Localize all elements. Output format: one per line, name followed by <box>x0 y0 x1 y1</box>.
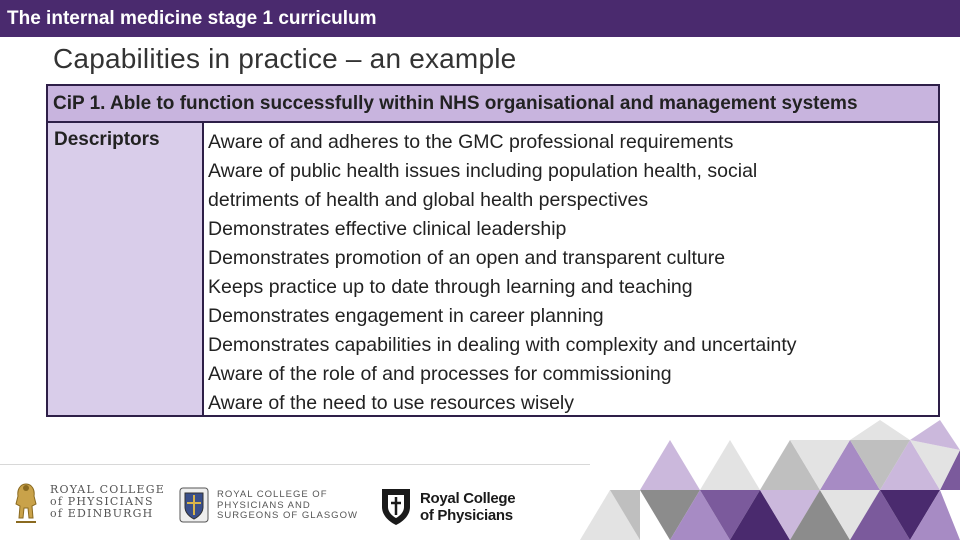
rcpe-wordmark <box>50 484 165 520</box>
descriptor-item: Keeps practice up to date through learning and teaching <box>208 276 693 298</box>
slide-subtitle: Capabilities in practice – an example <box>53 43 517 74</box>
logo-line: PHYSICIANS AND <box>217 499 311 511</box>
descriptor-item: Demonstrates capabilities in dealing with complexity and uncertainty <box>208 334 797 356</box>
triangle-mosaic-decoration <box>540 420 960 540</box>
descriptor-item: Aware of public health issues including population health, social <box>208 160 758 182</box>
footer-divider <box>0 464 590 465</box>
rcp-crest-icon <box>378 485 414 529</box>
descriptor-item: detriments of health and global health perspectives <box>208 189 649 211</box>
logo-rcp <box>378 485 515 529</box>
rcpe-crest-icon <box>10 478 42 526</box>
descriptor-item: Demonstrates effective clinical leadership <box>208 218 567 240</box>
rcpsg-wordmark <box>217 490 358 522</box>
descriptor-item: Demonstrates promotion of an open and transparent culture <box>208 247 726 269</box>
descriptor-item: Demonstrates engagement in career planning <box>208 305 604 327</box>
logo-line: ROYAL COLLEGE OF <box>217 489 328 501</box>
descriptor-item: Aware of and adheres to the GMC professional requirements <box>208 131 734 153</box>
descriptor-item: Aware of the need to use resources wisely <box>208 392 575 414</box>
capability-title: CiP 1. Able to function successfully within NHS organisational and management systems <box>48 86 938 123</box>
rcp-wordmark <box>420 490 515 524</box>
logo-line: of EDINBURGH <box>50 507 154 520</box>
logo-line: of Physicians <box>420 507 513 524</box>
descriptor-item: Aware of the role of and processes for commissioning <box>208 363 672 385</box>
logo-line: of PHYSICIANS <box>50 495 154 508</box>
logo-line: Royal College <box>420 490 516 507</box>
capability-body <box>48 123 938 415</box>
descriptor-list <box>204 123 797 415</box>
header-bar <box>0 0 960 37</box>
capability-table <box>46 84 940 417</box>
logo-rcpsg <box>177 485 358 527</box>
logo-line: ROYAL COLLEGE <box>50 483 165 496</box>
header-title: The internal medicine stage 1 curriculum <box>7 8 377 29</box>
logo-line: SURGEONS OF GLASGOW <box>217 510 358 522</box>
rcpsg-crest-icon <box>177 485 211 527</box>
descriptors-label: Descriptors <box>48 123 204 415</box>
logo-rcpe <box>10 478 165 526</box>
